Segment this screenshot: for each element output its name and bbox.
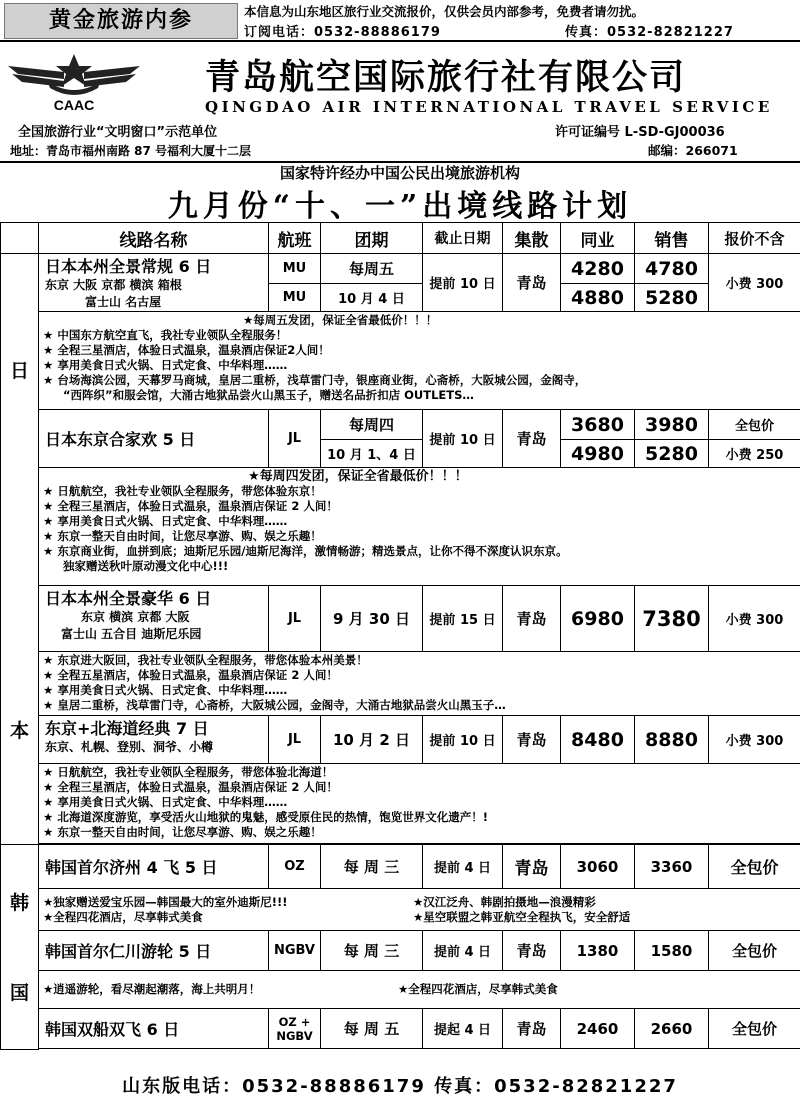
deadline: 提前 10 日: [423, 254, 503, 312]
sale-price: 5280: [635, 440, 709, 468]
depart-city: 青岛: [503, 716, 561, 764]
deadline: 提前 4 日: [423, 845, 503, 889]
route-name-cell: [39, 586, 269, 652]
route-cities: 东京 大阪 京都 横滨 箱根: [45, 278, 182, 292]
route-name: 韩国首尔仁川游轮 5 日: [45, 942, 212, 961]
sale-price: 7380: [635, 586, 709, 652]
feature-line: ★ 东京进大阪回，我社专业领队全程服务，带您体验本州美景！: [43, 653, 368, 667]
feature-line: ★ 北海道深度游览，享受活火山地狱的鬼魅，感受原住民的热情，饱览世界文化遗产！!: [43, 810, 489, 824]
tour-date: 10 月 4 日: [321, 284, 423, 312]
award-text: 全国旅游行业“文明窗口”示范单位: [18, 125, 218, 140]
route-description: [39, 889, 800, 931]
route-description: [39, 971, 800, 1009]
depart-city: 青岛: [503, 845, 561, 889]
header-depart: 集散: [503, 223, 561, 254]
route-name: 日本本州全景豪华 6 日: [45, 589, 212, 608]
tour-date: 每 周 三: [321, 845, 423, 889]
table-row: [1, 1049, 800, 1050]
trade-price: 3060: [561, 845, 635, 889]
route-description: [39, 312, 800, 410]
feature-line: ★独家赠送爱宝乐园—韩国最大的室外迪斯尼!!!: [43, 894, 288, 909]
flight: NGBV: [269, 931, 321, 971]
member-notice: 本信息为山东地区旅行业交流报价，仅供会员内部参考，免费者请勿扰。: [244, 4, 645, 19]
logo-text: CAAC: [53, 97, 95, 113]
route-headline: ★每周五发团，保证全省最低价！！！: [243, 313, 438, 327]
table-row: [1, 845, 800, 889]
tour-date: 9 月 30 日: [321, 586, 423, 652]
header-route-name: 线路名称: [39, 223, 269, 254]
feature-line: ★ 全程三星酒店，体验日式温泉，温泉酒店保证 2 人间！: [43, 780, 338, 794]
table-row: [1, 716, 800, 764]
exclusions: 小费 300: [709, 716, 800, 764]
table-row: [1, 971, 800, 1009]
feature-line: ★ 全程五星酒店，体验日式温泉，温泉酒店保证 2 人间！: [43, 668, 338, 682]
route-cities-2: 富士山 五合目 迪斯尼乐园: [61, 627, 202, 641]
sale-price: 5280: [635, 284, 709, 312]
exclusions: 小费 300: [709, 254, 800, 312]
korea-char-2: 国: [9, 982, 29, 1005]
footer-contact: 山东版电话：0532-88886179 传真：0532-82821227: [122, 1076, 678, 1097]
route-name-cell: [39, 1009, 269, 1049]
feature-line: ★ 东京一整天自由时间，让您尽享游、购、娱之乐趣！: [43, 825, 322, 839]
tour-date: 每 周 三: [321, 931, 423, 971]
country-korea: [1, 845, 39, 1050]
feature-line: ★ 台场海滨公园，天幕罗马商城，皇居二重桥，浅草雷门寺，银座商业街，心斋桥，大阪城公园，金阁寺，: [43, 373, 587, 387]
flight: JL: [269, 586, 321, 652]
trade-price: 1380: [561, 931, 635, 971]
table-row: [1, 764, 800, 844]
brand-title: 黄金旅游内参: [4, 3, 238, 39]
sale-price: 3980: [635, 410, 709, 440]
exclusions: 小费 300: [709, 586, 800, 652]
exclusions: 全包价: [709, 1009, 800, 1049]
tour-date: 10 月 1、4 日: [321, 440, 423, 468]
feature-line: 独家赠送秋叶原动漫文化中心!!!: [63, 559, 229, 573]
trade-price: 2460: [561, 1009, 635, 1049]
feature-line: ★星空联盟之韩亚航空全程执飞，安全舒适: [413, 909, 631, 924]
feature-line: ★ 享用美食日式火锅、日式定食、中华料理……: [43, 683, 288, 697]
sale-price: 4780: [635, 254, 709, 284]
feature-line: ★ 东京一整天自由时间，让您尽享游、购、娱之乐趣！: [43, 529, 322, 543]
flight: JL: [269, 410, 321, 468]
route-name-cell: [39, 931, 269, 971]
route-cities-2: 富士山 名古屋: [85, 295, 162, 309]
route-name: 东京+北海道经典 7 日: [45, 719, 209, 738]
feature-line: ★ 享用美食日式火锅、日式定食、中华料理……: [43, 358, 288, 372]
postcode: 邮编：266071: [648, 143, 738, 158]
sale-price: 1580: [635, 931, 709, 971]
trade-price: 8480: [561, 716, 635, 764]
japan-char-1: 日: [9, 359, 29, 382]
feature-line: ★ 全程三星酒店，体验日式温泉，温泉酒店保证 2 人间！: [43, 499, 338, 513]
depart-city: 青岛: [503, 931, 561, 971]
trade-price: 4280: [561, 254, 635, 284]
flight: MU: [269, 254, 321, 284]
route-headline: ★每周四发团，保证全省最低价！！！: [248, 469, 468, 484]
feature-line: ★ 中国东方航空直飞，我社专业领队全程服务！: [43, 328, 288, 342]
route-cities: 东京 横滨 京都 大阪: [81, 610, 190, 624]
sale-price: 3360: [635, 845, 709, 889]
japan-char-2: 本: [9, 719, 29, 742]
country-japan: [1, 254, 39, 845]
table-row: [1, 889, 800, 931]
company-name-cn: 青岛航空国际旅行社有限公司: [205, 57, 687, 98]
feature-line: ★ 享用美食日式火锅、日式定食、中华料理……: [43, 795, 288, 809]
tour-date: 每 周 五: [321, 1009, 423, 1049]
tour-date: 每周五: [321, 254, 423, 284]
route-name-cell: [39, 845, 269, 889]
table-row: [1, 254, 800, 284]
table-row: [1, 1009, 800, 1049]
depart-city: 青岛: [503, 586, 561, 652]
order-phone: 订阅电话：0532-88886179: [244, 25, 441, 40]
trade-price: 6980: [561, 586, 635, 652]
feature-line: ★ 东京商业街，血拼到底；迪斯尼乐园/迪斯尼海洋，激情畅游；精选景点，让你不得不深度认识东京。: [43, 544, 568, 558]
feature-line: ★全程四花酒店，尽享韩式美食: [398, 982, 558, 996]
table-row: [1, 468, 800, 586]
header-deadline: 截止日期: [423, 223, 503, 254]
route-name-cell: [39, 716, 269, 764]
flight: JL: [269, 716, 321, 764]
trade-price: 4980: [561, 440, 635, 468]
deadline: 提前 15 日: [423, 586, 503, 652]
route-name: 韩国首尔济州 4 飞 5 日: [45, 858, 218, 877]
route-name-cell: [39, 410, 269, 468]
tour-date: 10 月 2 日: [321, 716, 423, 764]
deadline: 提前 4 日: [423, 931, 503, 971]
header-trade: 同业: [561, 223, 635, 254]
sale-price: 2660: [635, 1009, 709, 1049]
table-row: [1, 586, 800, 652]
feature-line: ★ 日航航空，我社专业领队全程服务，带您体验东京！: [43, 484, 322, 498]
table-row: [1, 312, 800, 410]
exclusions: 全包价: [709, 845, 800, 889]
exclusions: 全包价: [709, 931, 800, 971]
depart-city: 青岛: [503, 1009, 561, 1049]
feature-line: ★ 全程三星酒店，体验日式温泉，温泉酒店保证2人间！: [43, 343, 330, 357]
header-flight: 航班: [269, 223, 321, 254]
exclusions: 小费 250: [709, 440, 800, 468]
trade-price: 3680: [561, 410, 635, 440]
caac-logo: [8, 52, 140, 114]
tour-date: 每周四: [321, 410, 423, 440]
header-date: 团期: [321, 223, 423, 254]
sale-price: 8880: [635, 716, 709, 764]
route-description: [39, 652, 800, 716]
trade-price: 4880: [561, 284, 635, 312]
table-header-row: [1, 223, 800, 254]
feature-line: ★ 享用美食日式火锅、日式定食、中华料理……: [43, 514, 288, 528]
license-number: 许可证编号 L-SD-GJ00036: [555, 125, 725, 140]
flight: OZ + NGBV: [269, 1009, 321, 1049]
authorized-agency: 国家特许经办中国公民出境旅游机构: [279, 164, 520, 182]
route-description: [39, 468, 800, 586]
table-row: [1, 410, 800, 440]
company-address: 地址：青岛市福州南路 87 号福利大厦十二层: [10, 144, 252, 158]
route-name-cell: [39, 254, 269, 312]
deadline: 提起 4 日: [423, 1009, 503, 1049]
feature-line: ★逍遥游轮，看尽潮起潮落，海上共明月！: [43, 982, 261, 996]
header-exclusions: 报价不含: [709, 223, 800, 254]
route-name: 日本本州全景常规 6 日: [45, 257, 212, 276]
deadline: 提前 10 日: [423, 716, 503, 764]
route-cities: 东京、札幌、登别、洞爷、小樽: [45, 740, 214, 754]
header-fax: 传真：0532-82821227: [565, 25, 734, 40]
depart-city: 青岛: [503, 410, 561, 468]
flight: OZ: [269, 845, 321, 889]
feature-line: “西阵织”和服会馆，大涌古地狱品尝火山黑玉子，赠送名品折扣店 OUTLETS…: [63, 388, 474, 402]
feature-line: ★ 日航航空，我社专业领队全程服务，带您体验北海道！: [43, 765, 334, 779]
route-name: 日本东京合家欢 5 日: [45, 430, 196, 449]
table-row: [1, 931, 800, 971]
exclusions: 全包价: [709, 410, 800, 440]
korea-char-1: 韩: [9, 892, 29, 915]
depart-city: 青岛: [503, 254, 561, 312]
company-name-en: QINGDAO AIR INTERNATIONAL TRAVEL SERVICE: [205, 98, 773, 116]
flight: MU: [269, 284, 321, 312]
feature-line: ★全程四花酒店，尽享韩式美食: [43, 909, 203, 924]
feature-line: ★ 皇居二重桥，浅草雷门寺，心斋桥，大阪城公园，金阁寺，大涌古地狱品尝火山黑玉子…: [43, 698, 506, 712]
route-table: [0, 222, 800, 1050]
table-row: [1, 652, 800, 716]
header-sale: 销售: [635, 223, 709, 254]
route-description: [39, 764, 800, 844]
plan-title: 九月份“十、一”出境线路计划: [167, 189, 633, 224]
corner-cell: [1, 223, 39, 254]
deadline: 提前 10 日: [423, 410, 503, 468]
feature-line: ★汉江泛舟、韩剧拍摄地—浪漫精彩: [413, 894, 596, 909]
route-name: 韩国双船双飞 6 日: [45, 1020, 180, 1039]
